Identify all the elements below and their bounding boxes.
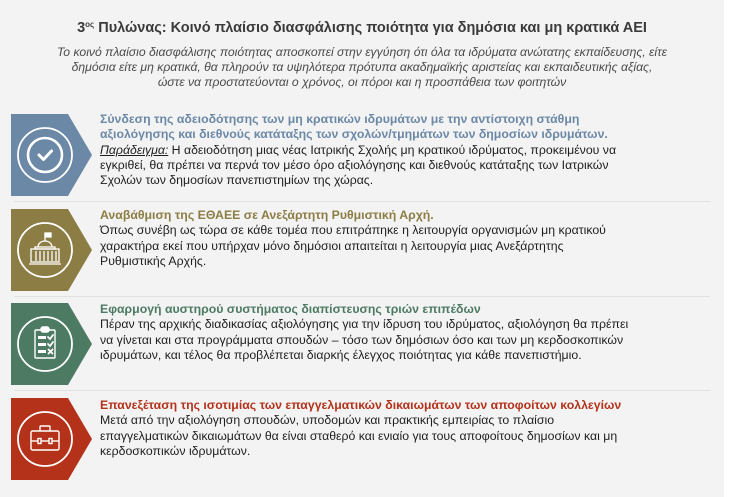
section-text — [100, 112, 712, 188]
section-title-line: Εφαρμογή αυστηρού συστήματος διαπίστευσης τριών επιπέδων — [100, 302, 481, 316]
section-text — [100, 208, 712, 269]
section-body — [100, 413, 712, 459]
page-title — [0, 20, 724, 36]
title-number: 3 — [77, 20, 86, 36]
checkmark-circle-icon — [11, 114, 93, 196]
section-body-line: κερδοσκοπικών ιδρυμάτων. — [100, 443, 251, 458]
section-body-line: χαρακτήρα εκεί που υπήρχαν μόνο δημόσιοι απαιτείται η λειτουργία μιας Ανεξάρτητης — [100, 238, 564, 253]
subtitle-line: ώστε να προστατεύονται ο χρόνος, οι πόροι και η προσπάθεια των φοιτητών — [157, 75, 567, 89]
section-icon-block — [11, 398, 93, 480]
section-body — [100, 223, 712, 269]
section-body-line: επαγγελματικών δικαιωμάτων θα είναι σταθερό και ενιαίο για τους αποφοίτους δημοσίων και μη — [100, 428, 618, 443]
section-body-line: Ρυθμιστικής Αρχής. — [100, 253, 207, 268]
section-icon-block — [11, 303, 93, 385]
hexagon-shape — [11, 209, 92, 291]
section-body-line: ιδρυμάτων, και τέλος θα προβλέπεται διαρκής έλεγχος ποιότητας για κάθε πανεπιστήμιο. — [100, 347, 582, 362]
subtitle-line: Το κοινό πλαίσιο διασφάλισης ποιότητας αποσκοπεί στην εγγύηση ότι όλα τα ιδρύματα ανώτατης εκπαίδευσης, είτε — [56, 45, 668, 59]
section-text — [100, 302, 712, 363]
section-body-line: Πέραν της αρχικής διαδικασίας αξιολόγησης για την ίδρυση του ιδρύματος, αξιολόγηση θα πρέπει — [100, 317, 629, 332]
section-title-line: αξιολόγησης και διεθνούς κατάταξης των σχολών/τμημάτων των δημοσίων ιδρυμάτων. — [100, 127, 608, 142]
section-body-line: εγκριθεί, θα πρέπει να περνά τον μέσο όρο αξιολόγησης και διεθνούς κατάταξης των Ιατρικών — [100, 157, 609, 172]
clipboard-checklist-icon — [11, 303, 93, 385]
divider — [14, 296, 710, 297]
divider — [14, 201, 710, 202]
section-title — [100, 112, 712, 143]
section-title — [100, 398, 712, 413]
section-body-line: Όπως συνέβη ως τώρα σε κάθε τομέα που επιτράπηκε η λειτουργία οργανισμών μη κρατικού — [100, 223, 606, 238]
government-building-icon — [11, 209, 93, 291]
example-text: Η αδειοδότηση μιας νέας Ιατρικής Σχολής μη κρατικού ιδρύματος, προκειμένου να — [168, 142, 617, 157]
section-text — [100, 398, 712, 459]
section-body — [100, 317, 712, 363]
briefcase-icon — [11, 398, 93, 480]
section-icon-block — [11, 209, 93, 291]
section-title — [100, 208, 712, 223]
section-body — [100, 143, 712, 189]
section-body-line — [100, 143, 712, 158]
section-title-line: Σύνδεση της αδειοδότησης των μη κρατικών ιδρυμάτων με την αντίστοιχη στάθμη — [100, 112, 580, 126]
section-title-line: Αναβάθμιση της ΕΘΑΕΕ σε Ανεξάρτητη Ρυθμιστική Αρχή. — [100, 208, 434, 222]
section-title — [100, 302, 712, 317]
hexagon-shape — [11, 114, 92, 196]
section-title-line: Επανεξέταση της ισοτιμίας των επαγγελματικών δικαιωμάτων των αποφοίτων κολλεγίων — [100, 398, 622, 412]
title-text: Πυλώνας: Κοινό πλαίσιο διασφάλισης ποιότητα για δημόσια και μη κρατικά ΑΕΙ — [94, 20, 647, 36]
section-body-line: να γίνεται και στα προγράμματα σπουδών – τόσο των δημόσιων όσο και των μη κερδοσκοπικών — [100, 332, 624, 347]
subtitle — [6, 45, 718, 90]
section-icon-block — [11, 114, 93, 196]
section-body-line: Μετά από την αξιολόγηση σπουδών, υποδομών και πρακτικής εμπειρίας το πλαίσιο — [100, 413, 555, 428]
divider — [14, 390, 710, 391]
title-superscript: ος — [85, 20, 95, 29]
section-body-line: Σχολών των δημοσίων πανεπιστημίων της χώρας. — [100, 173, 374, 188]
example-label: Παράδειγμα: — [100, 142, 169, 157]
subtitle-line: δημόσια είτε μη κρατικά, θα πληρούν τα υψηλότερα πρότυπα ακαδημαϊκής αριστείας και εκπαιδευτικής αξίας, — [71, 60, 653, 74]
